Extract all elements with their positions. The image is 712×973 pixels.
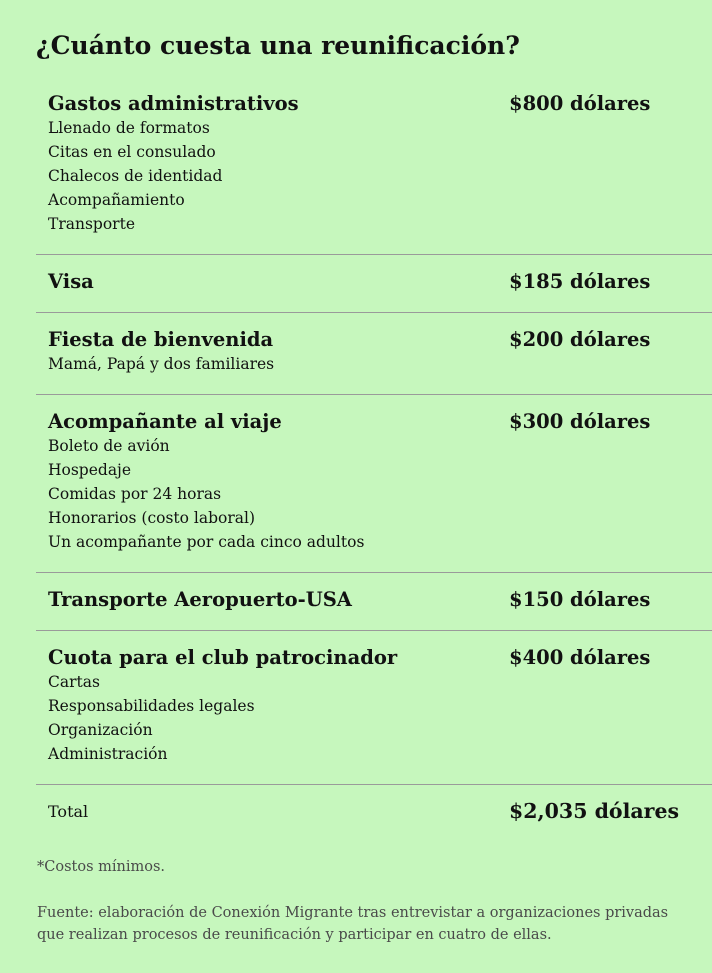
row-amount: $150 dólares — [509, 588, 651, 611]
item-list — [48, 116, 712, 236]
list-item: Administración — [48, 745, 168, 763]
cost-row-cuota — [36, 631, 712, 785]
list-item: Llenado de formatos — [48, 119, 210, 137]
cost-row-visa — [36, 255, 712, 313]
total-amount: $2,035 dólares — [509, 799, 680, 823]
footnote: *Costos mínimos. — [37, 859, 166, 875]
list-item: Citas en el consulado — [48, 143, 216, 161]
row-title: Acompañante al viaje — [48, 410, 282, 433]
row-amount: $300 dólares — [509, 410, 651, 433]
list-item: Acompañamiento — [48, 191, 185, 209]
item-list — [48, 434, 712, 554]
page-title: ¿Cuánto cuesta una reunificación? — [36, 31, 520, 60]
total-row — [36, 785, 712, 841]
list-item: Honorarios (costo laboral) — [48, 509, 256, 527]
cost-table — [36, 84, 712, 841]
list-item: Mamá, Papá y dos familiares — [48, 355, 275, 373]
row-amount: $800 dólares — [509, 92, 651, 115]
cost-row-transporte — [36, 573, 712, 631]
list-item: Organización — [48, 721, 153, 739]
total-label: Total — [48, 802, 89, 821]
item-list — [48, 352, 712, 376]
row-amount: $185 dólares — [509, 270, 651, 293]
source-note: Fuente: elaboración de Conexión Migrante tras entrevistar a organizaciones privadas que realizan procesos de reunificación y participar en cuatro de ellas. — [37, 905, 669, 943]
item-list — [48, 670, 712, 766]
row-amount: $200 dólares — [509, 328, 651, 351]
list-item: Chalecos de identidad — [48, 167, 223, 185]
list-item: Transporte — [48, 215, 135, 233]
row-title: Visa — [48, 270, 94, 293]
list-item: Un acompañante por cada cinco adultos — [48, 533, 365, 551]
row-title: Transporte Aeropuerto-USA — [48, 588, 352, 611]
list-item: Responsabilidades legales — [48, 697, 255, 715]
cost-row-fiesta — [36, 313, 712, 395]
list-item: Comidas por 24 horas — [48, 485, 222, 503]
list-item: Hospedaje — [48, 461, 132, 479]
cost-row-gastos — [36, 84, 712, 255]
list-item: Cartas — [48, 673, 100, 691]
row-title: Fiesta de bienvenida — [48, 328, 274, 351]
row-amount: $400 dólares — [509, 646, 651, 669]
cost-row-acompanante — [36, 395, 712, 573]
row-title: Gastos administrativos — [48, 92, 299, 115]
list-item: Boleto de avión — [48, 437, 170, 455]
row-title: Cuota para el club patrocinador — [48, 646, 398, 669]
